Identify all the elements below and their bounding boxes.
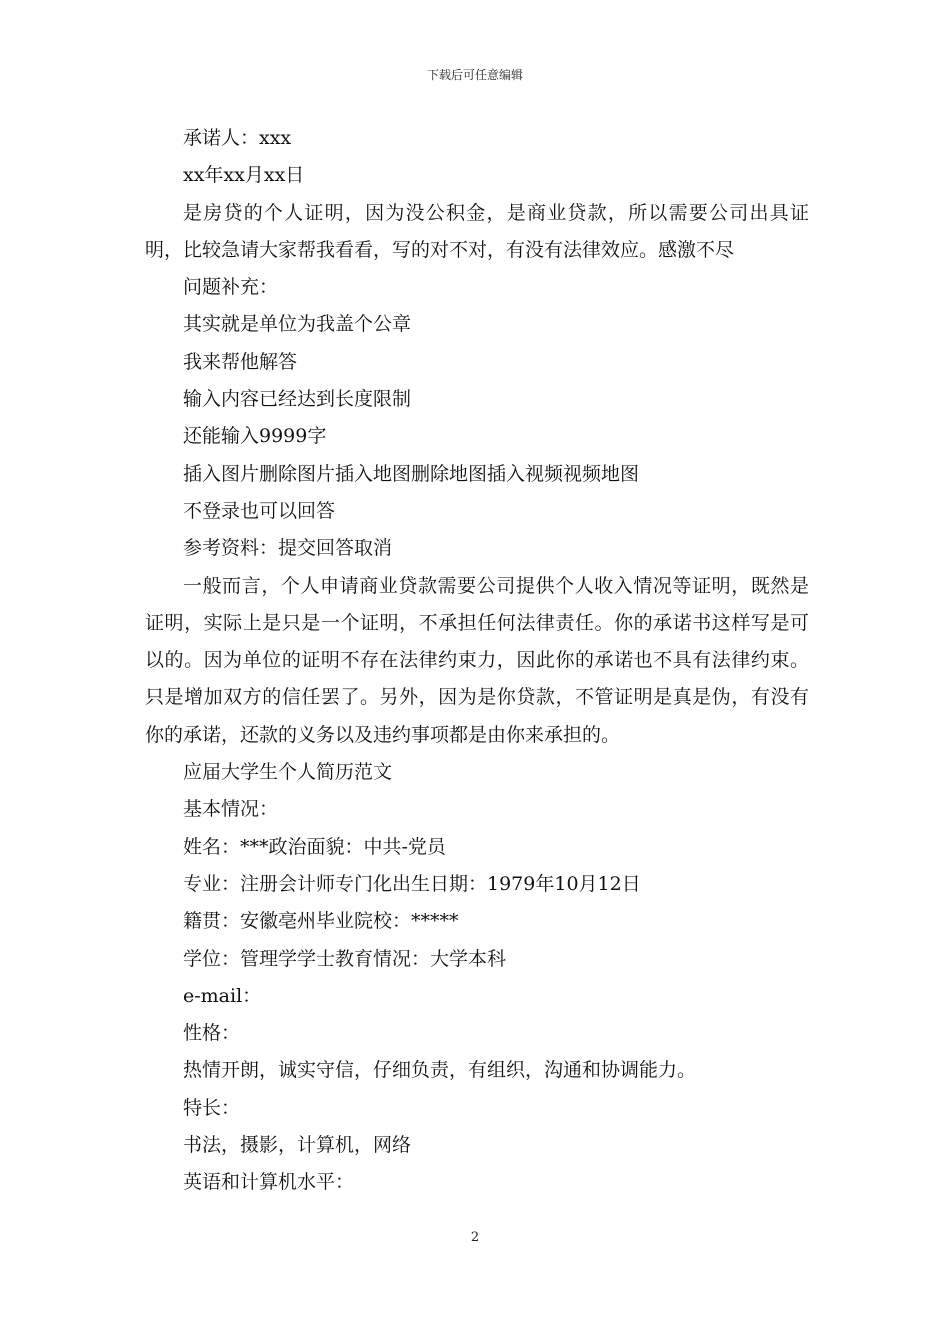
document-body [145,120,809,1202]
paragraph: 姓名：***政治面貌：中共-党员 [183,835,446,858]
paragraph: 我来帮他解答 [183,350,298,373]
paragraph: 专业：注册会计师专门化出生日期：1979年10月12日 [183,872,641,895]
paragraph: 英语和计算机水平： [183,1171,355,1194]
paragraph: 插入图片删除图片插入地图删除地图插入视频视频地图 [183,462,640,485]
paragraph: 是房贷的个人证明，因为没公积金，是商业贷款，所以需要公司出具证明，比较急请大家帮我看看，写的对不对，有没有法律效应。感激不尽 [145,201,809,261]
paragraph: 热情开朗，诚实守信，仔细负责，有组织，沟通和协调能力。 [183,1059,697,1082]
paragraph: 基本情况： [183,798,279,821]
paragraph: 其实就是单位为我盖个公章 [183,313,412,336]
paragraph: 学位：管理学学士教育情况：大学本科 [183,947,507,970]
paragraph: 书法，摄影，计算机，网络 [183,1134,412,1157]
paragraph: 输入内容已经达到长度限制 [183,388,412,411]
paragraph: 籍贯：安徽亳州毕业院校：***** [183,910,459,933]
paragraph: 参考资料：提交回答取消 [183,537,393,560]
page-number: 2 [470,1230,480,1245]
paragraph: 还能输入9999字 [183,425,327,448]
paragraph: 应届大学生个人简历范文 [183,761,393,784]
paragraph: 性格： [183,1022,241,1045]
paragraph: xx年xx月xx日 [183,164,305,187]
page-header: 下载后可任意编辑 [426,68,523,82]
paragraph: 问题补充： [183,276,279,299]
paragraph: 特长： [183,1096,241,1119]
paragraph: e-mail： [183,984,262,1007]
paragraph: 承诺人：xxx [183,127,292,149]
paragraph: 不登录也可以回答 [183,499,336,522]
paragraph: 一般而言，个人申请商业贷款需要公司提供个人收入情况等证明，既然是证明，实际上是只是一个证明，不承担任何法律责任。你的承诺书这样写是可以的。因为单位的证明不存在法律约束力，因此你的承诺也不具有法律约束。只是增加双方的信任罢了。另外，因为是你贷款，不管证明是真是伪，有没有你的承诺，还款的义务以及违约事项都是由你来承担的。 [145,574,809,746]
